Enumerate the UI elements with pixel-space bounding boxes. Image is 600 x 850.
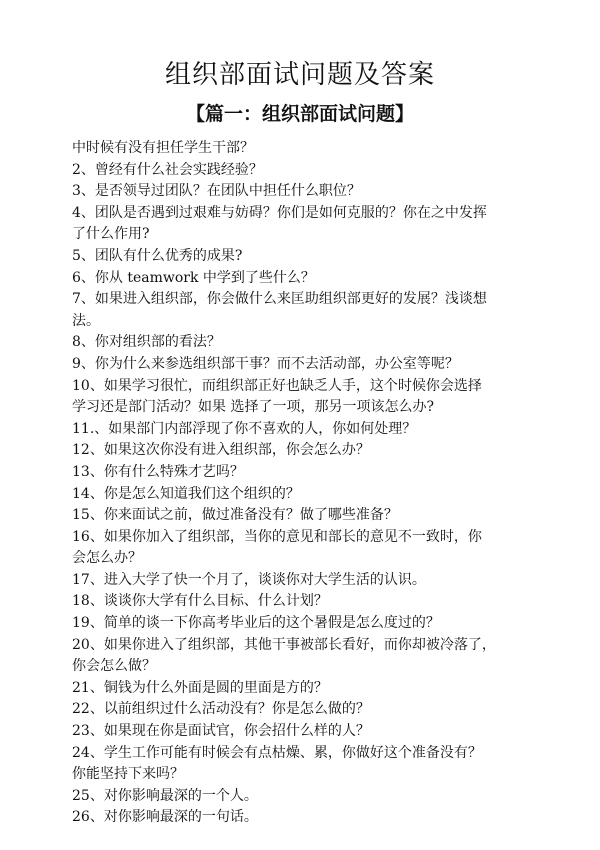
question-line: 22、以前组织过什么活动没有？你是怎么做的？: [72, 701, 370, 718]
question-line: 中时候有没有担任学生干部？: [72, 140, 254, 156]
question-line: 11.、如果部门内部浮现了你不喜欢的人，你如何处理？: [72, 420, 417, 437]
question-line: 7、如果进入组织部，你会做什么来匡助组织部更好的发展？浅谈想: [72, 291, 487, 308]
question-line: 25、对你影响最深的一个人。: [72, 787, 258, 804]
question-line: 5、团队有什么优秀的成果?: [72, 247, 243, 264]
question-line: 18、谈谈你大学有什么目标、什么计划？: [72, 593, 328, 610]
question-line: 24、学生工作可能有时候会有点枯燥、累，你做好这个准备没有？: [72, 744, 482, 761]
question-line: 2、曾经有什么社会实践经验？: [72, 161, 263, 178]
question-line: 21、铜钱为什么外面是圆的里面是方的？: [72, 679, 328, 696]
question-line: 法。: [72, 312, 100, 329]
question-line: 13、你有什么特殊才艺吗？: [72, 463, 244, 480]
question-line: 会怎么办？: [72, 550, 142, 567]
question-line: 6、你从 teamwork 中学到了些什么？: [72, 269, 315, 286]
question-line: 15、你来面试之前，做过准备没有？做了哪些准备？: [72, 507, 398, 524]
question-line: 17、进入大学了快一个月了，谈谈你对大学生活的认识。: [72, 571, 426, 588]
question-line: 3、是否领导过团队？在团队中担任什么职位？: [72, 183, 361, 200]
question-line: 4、团队是否遇到过艰难与妨碍？你们是如何克服的？你在之中发挥: [72, 204, 487, 221]
question-line: 16、如果你加入了组织部，当你的意见和部长的意见不一致时，你: [72, 528, 482, 545]
question-line: 你能坚持下来吗？: [72, 766, 184, 783]
question-line: 学习还是部门活动？如果 选择了一项，那另一项该怎么办?: [72, 399, 434, 416]
question-line: 19、简单的谈一下你高考毕业后的这个暑假是怎么度过的？: [72, 615, 440, 632]
section-heading: 【篇一：组织部面试问题】: [185, 103, 414, 125]
question-line: 了什么作用?: [72, 226, 150, 243]
question-line: 12、如果这次你没有进入组织部，你会怎么办？: [72, 442, 370, 459]
question-line: 10、如果学习很忙，而组织部正好也缺乏人手，这个时候你会选择: [72, 377, 482, 394]
document-title: 组织部面试问题及答案: [164, 60, 435, 90]
question-list: [72, 138, 562, 829]
question-line: 8、你对组织部的看法？: [72, 334, 221, 351]
question-line: 9、你为什么来参选组织部干事？而不去活动部，办公室等呢？: [72, 355, 459, 372]
question-line: 23、如果现在你是面试官，你会招什么样的人？: [72, 723, 370, 740]
question-line: 你会怎么做？: [72, 658, 156, 675]
question-line: 26、对你影响最深的一句话。: [72, 809, 258, 826]
question-line: 20、如果你进入了组织部，其他干事被部长看好，而你却被冷落了，: [72, 636, 496, 653]
question-line: 14、你是怎么知道我们这个组织的？: [72, 485, 300, 502]
